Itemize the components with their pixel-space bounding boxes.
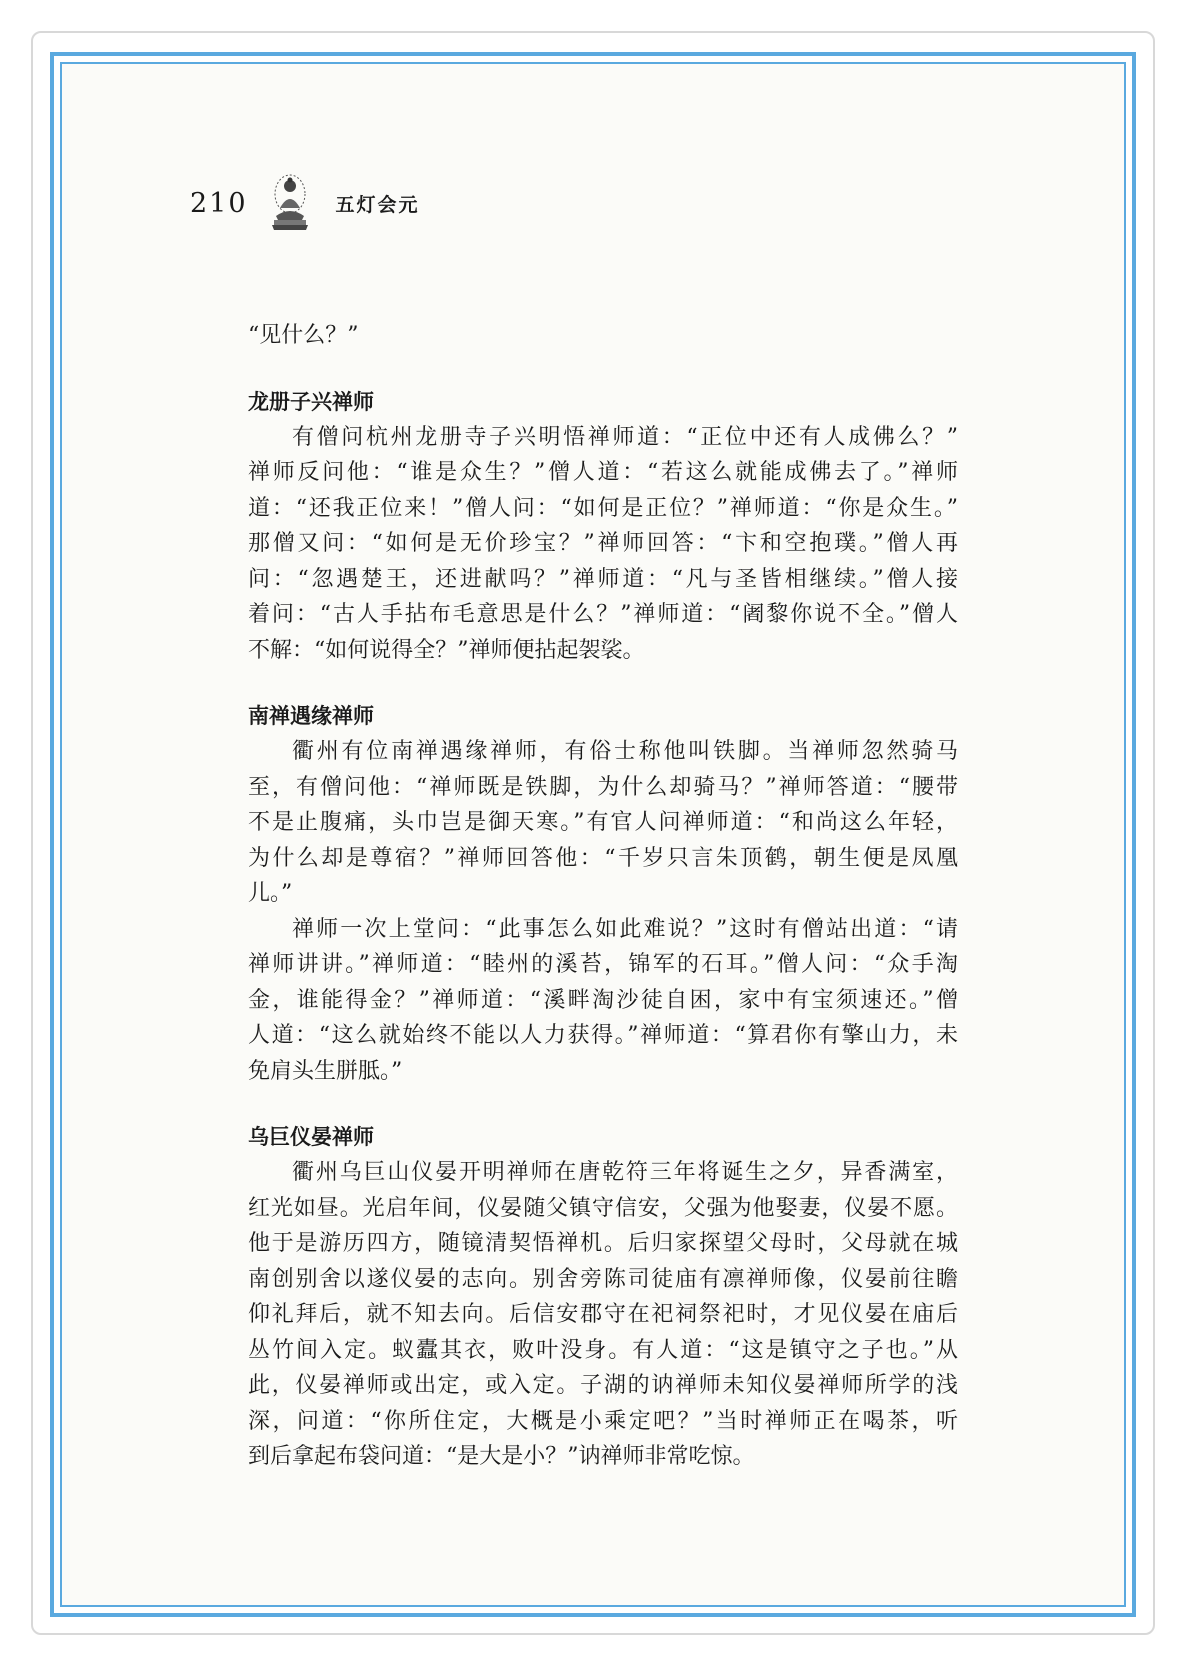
text-line: 那僧又问：“如何是无价珍宝？”禅师回答：“卞和空抱璞。”僧人再 xyxy=(248,531,958,556)
text-line: 着问：“古人手拈布毛意思是什么？”禅师道：“阇黎你说不全。”僧人 xyxy=(248,602,958,627)
text-line: 禅师一次上堂问：“此事怎么如此难说？”这时有僧站出道：“请 xyxy=(292,916,958,942)
paragraph xyxy=(248,734,958,912)
text-line: 免肩头生胼胝。” xyxy=(248,1058,403,1084)
text-line: 南创别舍以遂仪晏的志向。别舍旁陈司徒庙有凛禅师像，仪晏前往瞻 xyxy=(248,1266,958,1292)
text-line: 为什么却是尊宿？”禅师回答他：“千岁只言朱顶鹤，朝生便是凤凰 xyxy=(248,845,958,871)
text-line: 此，仪晏禅师或出定，或入定。子湖的讷禅师未知仪晏禅师所学的浅 xyxy=(248,1373,958,1398)
text-line: 衢州有位南禅遇缘禅师，有俗士称他叫铁脚。当禅师忽然骑马 xyxy=(292,739,958,764)
text-line: 衢州乌巨山仪晏开明禅师在唐乾符三年将诞生之夕，异香满室， xyxy=(292,1160,958,1185)
text-line: 仰礼拜后，就不知去向。后信安郡守在祀祠祭祀时，才见仪晏在庙后 xyxy=(248,1302,958,1327)
section-title-wuju: 乌巨仪晏禅师 xyxy=(248,1125,374,1149)
text-line: 他于是游历四方，随镜清契悟禅机。后归家探望父母时，父母就在城 xyxy=(248,1231,958,1256)
paragraph xyxy=(248,1155,958,1475)
page-number: 210 xyxy=(190,187,248,219)
page-body xyxy=(248,318,958,1475)
book-title: 五灯会元 xyxy=(335,193,420,216)
text-line: 红光如昼。光启年间，仪晏随父镇守信安，父强为他娶妻，仪晏不愿。 xyxy=(248,1195,958,1221)
text-line: 禅师讲讲。”禅师道：“睦州的溪苔，锦军的石耳。”僧人问：“众手淘 xyxy=(248,952,958,977)
paragraph xyxy=(248,420,958,669)
intro-line: “见什么？” xyxy=(248,323,359,348)
text-line: 有僧问杭州龙册寺子兴明悟禅师道：“正位中还有人成佛么？” xyxy=(292,424,958,450)
text-line: 人道：“这么就始终不能以人力获得。”禅师道：“算君你有擎山力，未 xyxy=(248,1023,958,1048)
page-header xyxy=(190,168,420,238)
text-line: 不解：“如何说得全？”禅师便拈起袈裟。 xyxy=(248,637,645,663)
text-line: 儿。” xyxy=(248,881,293,906)
text-line: 至，有僧问他：“禅师既是铁脚，为什么却骑马？”禅师答道：“腰带 xyxy=(248,774,958,800)
text-line: 金，谁能得金？”禅师道：“溪畔淘沙徒自困，家中有宝须速还。”僧 xyxy=(248,987,958,1013)
text-line: 不是止腹痛，头巾岂是御天寒。”有官人问禅师道：“和尚这么年轻， xyxy=(248,810,958,835)
text-line: 到后拿起布袋问道：“是大是小？”讷禅师非常吃惊。 xyxy=(248,1444,755,1469)
text-line: 问：“忽遇楚王，还进献吗？”禅师道：“凡与圣皆相继续。”僧人接 xyxy=(248,566,958,592)
section-title-longce: 龙册子兴禅师 xyxy=(248,389,374,414)
text-line: 丛竹间入定。蚁蠹其衣，败叶没身。有人道：“这是镇守之子也。”从 xyxy=(248,1337,958,1363)
text-line: 禅师反问他：“谁是众生？”僧人道：“若这么就能成佛去了。”禅师 xyxy=(248,460,958,485)
section-title-nanchan: 南禅遇缘禅师 xyxy=(248,704,374,728)
text-line: 深，问道：“你所住定，大概是小乘定吧？”当时禅师正在喝茶，听 xyxy=(248,1408,958,1434)
text-line: 道：“还我正位来！”僧人问：“如何是正位？”禅师道：“你是众生。” xyxy=(248,495,958,521)
seated-buddha-icon xyxy=(266,172,314,234)
paragraph xyxy=(248,912,958,1090)
